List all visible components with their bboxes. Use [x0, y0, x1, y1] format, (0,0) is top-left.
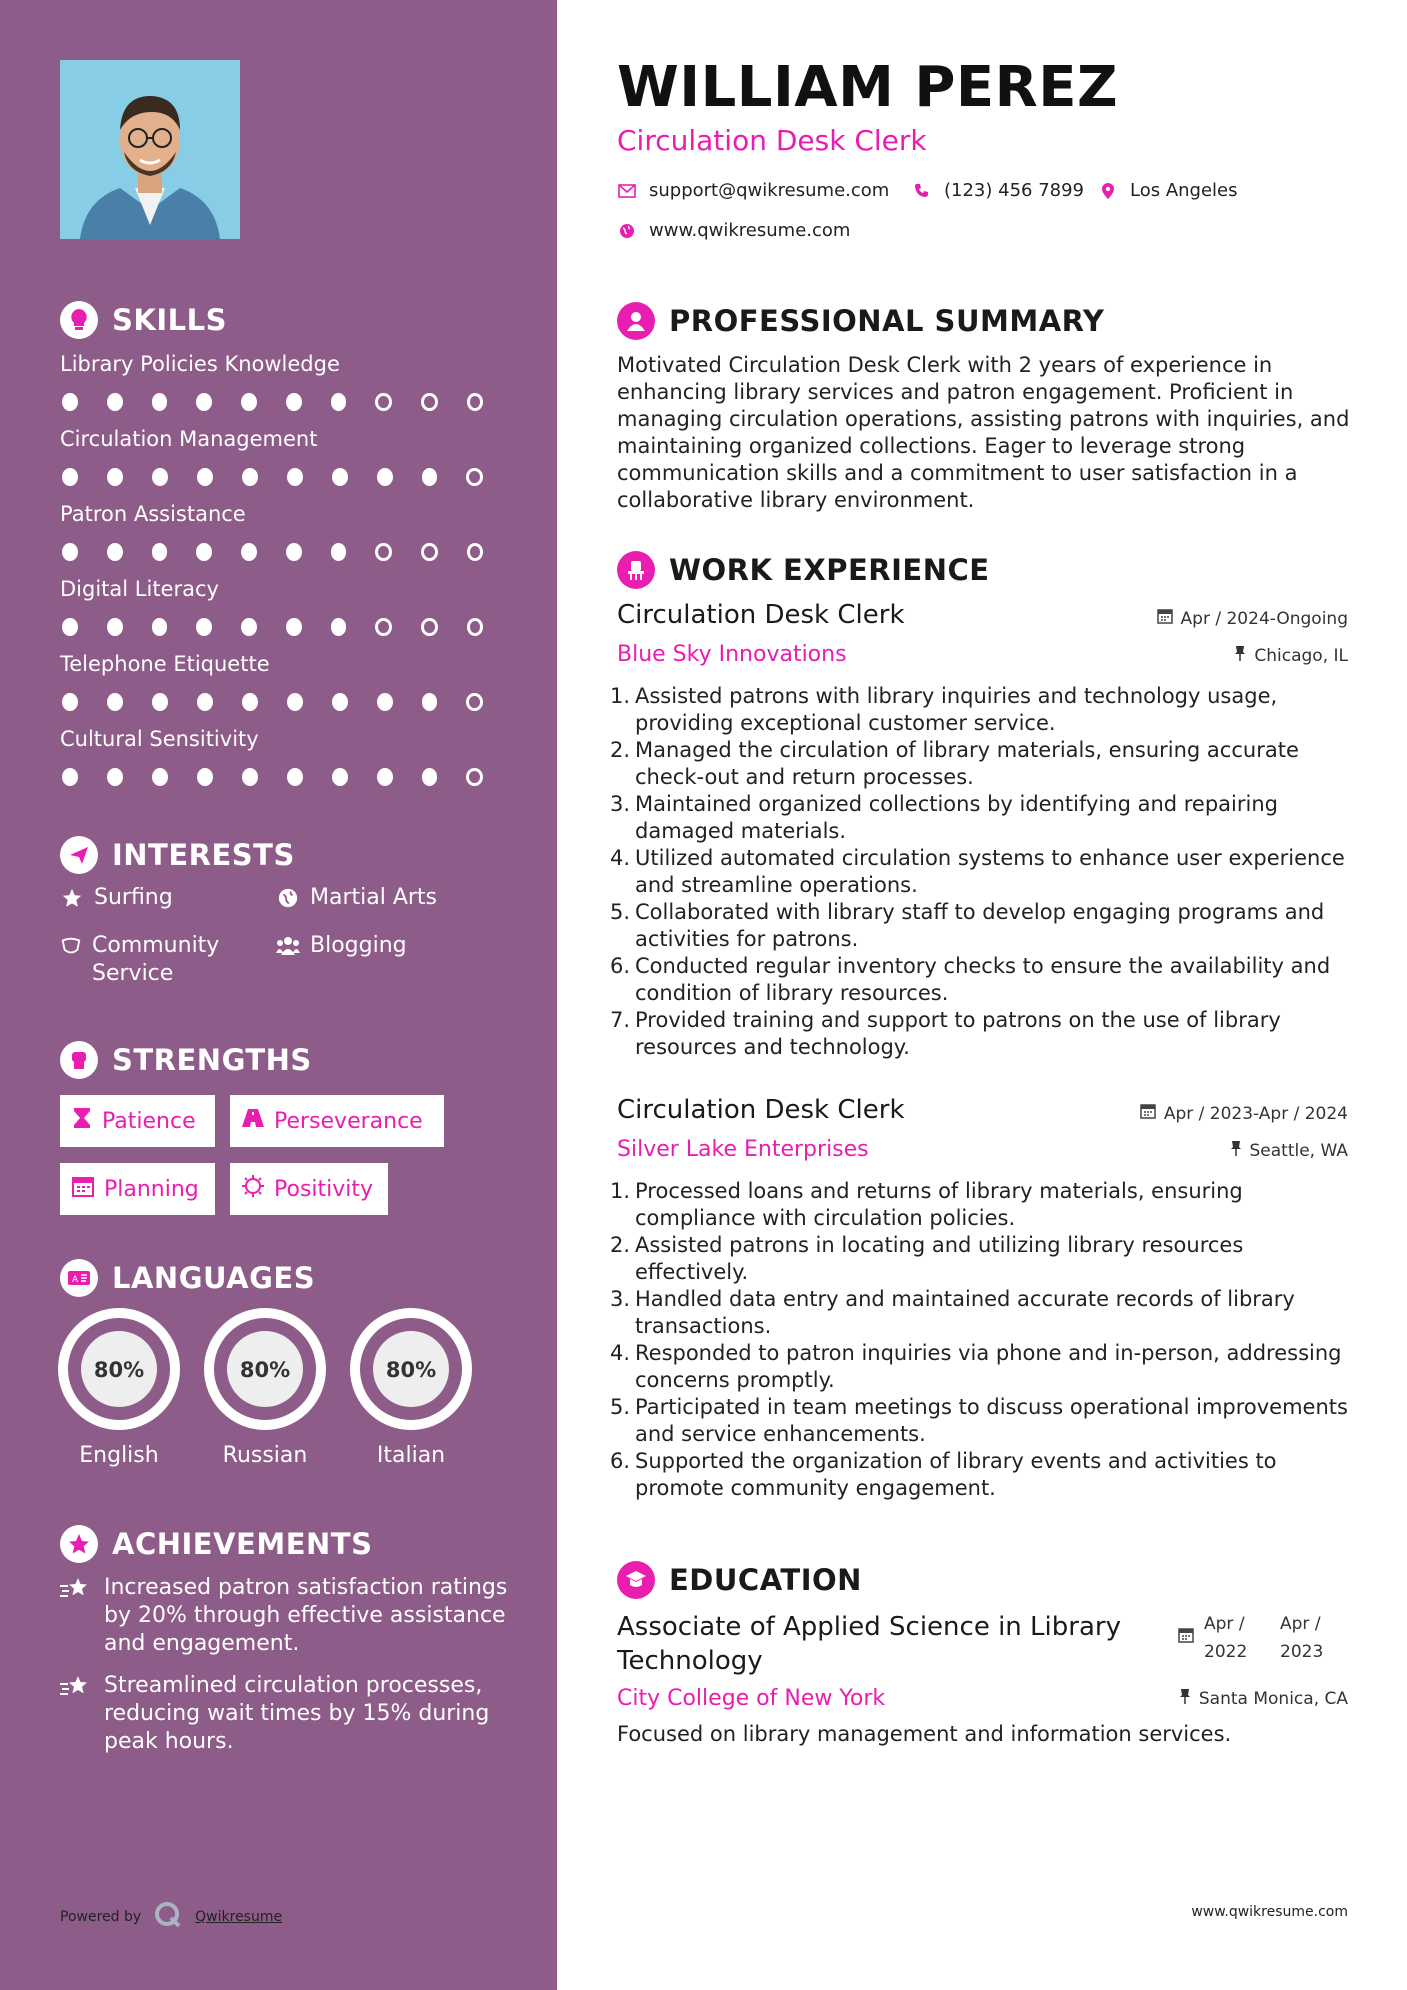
- rating-dot-filled: [152, 393, 168, 411]
- skill-item: [60, 502, 510, 561]
- languages-heading: A LANGUAGES: [60, 1259, 315, 1297]
- calendar-icon: [1157, 608, 1173, 629]
- skill-item: [60, 652, 510, 711]
- rating-dot-filled: [152, 618, 168, 636]
- interests-heading: INTERESTS: [60, 836, 295, 874]
- bullet-item: 2. Managed the circulation of library materials, ensuring accurate check-out and return processes.: [610, 738, 1299, 789]
- skill-item: [60, 727, 510, 786]
- user-icon: [617, 302, 655, 340]
- strength-tag: Positivity: [230, 1163, 388, 1215]
- rating-dot-filled: [107, 468, 123, 486]
- hourglass-icon: [72, 1107, 92, 1135]
- contact-website[interactable]: www.qwikresume.com: [617, 220, 850, 241]
- envelope-icon: [617, 181, 637, 201]
- skill-name: Cultural Sensitivity: [60, 727, 259, 751]
- svg-text:80%: 80%: [239, 1358, 291, 1382]
- job-company: Blue Sky Innovations: [617, 642, 847, 667]
- skill-name: Library Policies Knowledge: [60, 352, 340, 376]
- paper-plane-icon: [60, 836, 98, 874]
- profile-photo: [60, 60, 240, 239]
- rating-dot-filled: [422, 768, 438, 786]
- job-company: Silver Lake Enterprises: [617, 1137, 869, 1162]
- rating-dot-filled: [62, 543, 78, 561]
- rating-dot-filled: [377, 468, 393, 486]
- sun-icon: [242, 1175, 264, 1203]
- language-ring: [57, 1307, 181, 1431]
- skill-rating: [60, 618, 510, 636]
- bullet-item: 7. Provided training and support to patrons on the use of library resources and technology.: [610, 1008, 1281, 1059]
- sidebar: [0, 0, 557, 1990]
- rating-dot-filled: [241, 393, 257, 411]
- skill-name: Circulation Management: [60, 427, 318, 451]
- summary-text: Motivated Circulation Desk Clerk with 2 years of experience in enhancing library services and patron engagement. Proficient in managing circulation operations, assisting patrons with inquiries, and maintaining organized collections. Eager to leverage strong communication skills and a commitment to user satisfaction in a collaborative library environment.: [617, 353, 1350, 512]
- skill-rating: [60, 393, 510, 411]
- language-ring: [349, 1307, 473, 1431]
- bullet-item: 3. Maintained organized collections by identifying and repairing damaged materials.: [610, 792, 1278, 843]
- bullet-item: 2. Assisted patrons in locating and utilizing library resources effectively.: [610, 1233, 1244, 1284]
- globe-icon: [617, 221, 637, 241]
- qwikresume-link[interactable]: Qwikresume: [195, 1909, 283, 1925]
- summary-heading: PROFESSIONAL SUMMARY: [617, 302, 1104, 340]
- rating-dot-empty: [421, 618, 438, 636]
- rating-dot-filled: [107, 693, 123, 711]
- qwikresume-logo-icon: [153, 1900, 183, 1934]
- strength-tag: Planning: [60, 1163, 215, 1215]
- bullet-item: 5. Collaborated with library staff to develop engaging programs and activities for patrons.: [610, 900, 1325, 951]
- rating-dot-filled: [242, 693, 258, 711]
- fist-icon: [60, 1041, 98, 1079]
- job-location: Chicago, IL: [1234, 645, 1348, 666]
- rating-dot-empty: [466, 693, 483, 711]
- rating-dot-filled: [377, 768, 393, 786]
- rating-dot-filled: [196, 543, 212, 561]
- skill-name: Digital Literacy: [60, 577, 219, 601]
- rating-dot-filled: [197, 693, 213, 711]
- achievements-heading: ACHIEVEMENTS: [60, 1525, 372, 1563]
- rating-dot-filled: [107, 393, 123, 411]
- interest-item: Surfing: [60, 884, 173, 912]
- job-title: Circulation Desk Clerk: [617, 1095, 905, 1125]
- calendar-icon: [72, 1175, 94, 1203]
- job-bullets: [610, 683, 1355, 1061]
- candidate-role: Circulation Desk Clerk: [617, 124, 927, 157]
- svg-text:A: A: [72, 1275, 79, 1285]
- candidate-name: WILLIAM PEREZ: [617, 55, 1119, 120]
- job-date: Apr / 2024-Ongoing: [1157, 608, 1348, 629]
- education-start: Apr / 2022: [1178, 1610, 1250, 1666]
- achievement-item: Increased patron satisfaction ratings by 20% through effective assistance and engagement.: [60, 1574, 510, 1658]
- skill-rating: [60, 543, 510, 561]
- bullet-item: 3. Handled data entry and maintained accurate records of library transactions.: [610, 1287, 1295, 1338]
- pushpin-icon: [1234, 645, 1246, 666]
- rating-dot-filled: [196, 618, 212, 636]
- footer-website[interactable]: www.qwikresume.com: [1191, 1904, 1348, 1920]
- job-bullets: [610, 1178, 1355, 1502]
- skill-name: Patron Assistance: [60, 502, 246, 526]
- skills-heading: SKILLS: [60, 301, 227, 339]
- calendar-icon: [1140, 1103, 1156, 1124]
- education-location: Santa Monica, CA: [1179, 1688, 1348, 1709]
- rating-dot-filled: [197, 468, 213, 486]
- skill-item: [60, 352, 510, 411]
- handshake-icon: [60, 932, 82, 960]
- pushpin-icon: [1230, 1140, 1242, 1161]
- rating-dot-filled: [331, 543, 347, 561]
- education-end: Apr / 2023: [1280, 1614, 1324, 1662]
- powered-by: Powered by Qwikresume: [60, 1900, 282, 1934]
- rating-dot-filled: [331, 393, 347, 411]
- rating-dot-filled: [377, 693, 393, 711]
- rating-dot-empty: [466, 468, 483, 486]
- rating-dot-filled: [107, 618, 123, 636]
- rating-dot-empty: [421, 393, 438, 411]
- graduation-icon: [617, 1561, 655, 1599]
- contact-location: Los Angeles: [1098, 180, 1238, 201]
- job-title: Circulation Desk Clerk: [617, 600, 905, 630]
- bullet-item: 6. Conducted regular inventory checks to ensure the availability and condition of library resources.: [610, 954, 1331, 1005]
- language-item: 80% Italian: [349, 1307, 473, 1468]
- rating-dot-filled: [62, 393, 78, 411]
- language-item: 80% English: [57, 1307, 181, 1468]
- rating-dot-filled: [107, 543, 123, 561]
- shooting-star-icon: [60, 1574, 92, 1658]
- rating-dot-filled: [422, 468, 438, 486]
- rating-dot-filled: [287, 768, 303, 786]
- skill-item: [60, 577, 510, 636]
- rating-dot-filled: [286, 618, 302, 636]
- skill-rating: [60, 768, 510, 786]
- rating-dot-filled: [62, 618, 78, 636]
- rating-dot-filled: [242, 768, 258, 786]
- language-icon: [60, 1259, 98, 1297]
- bullet-item: 4. Responded to patron inquiries via phone and in-person, addressing concerns promptly.: [610, 1341, 1342, 1392]
- contact-phone[interactable]: (123) 456 7899: [912, 180, 1084, 201]
- achievement-item: Streamlined circulation processes, reducing wait times by 15% during peak hours.: [60, 1672, 510, 1756]
- bullet-item: 4. Utilized automated circulation systems to enhance user experience and streamline operations.: [610, 846, 1345, 897]
- job-location: Seattle, WA: [1230, 1140, 1349, 1161]
- svg-text:80%: 80%: [385, 1358, 437, 1382]
- svg-text:80%: 80%: [93, 1358, 145, 1382]
- skill-item: [60, 427, 510, 486]
- bullet-item: 5. Participated in team meetings to discuss operational improvements and service enhancements.: [610, 1395, 1348, 1446]
- skill-rating: [60, 468, 510, 486]
- rating-dot-empty: [375, 393, 392, 411]
- rating-dot-filled: [62, 693, 78, 711]
- rating-dot-empty: [375, 543, 392, 561]
- rating-dot-filled: [286, 393, 302, 411]
- rating-dot-filled: [241, 618, 257, 636]
- contact-email[interactable]: support@qwikresume.com: [617, 180, 889, 201]
- strength-tag: Perseverance: [230, 1095, 444, 1147]
- rating-dot-filled: [332, 693, 348, 711]
- shooting-star-icon: [60, 1672, 92, 1756]
- rating-dot-filled: [196, 393, 212, 411]
- strengths-heading: STRENGTHS: [60, 1041, 312, 1079]
- rating-dot-empty: [467, 393, 484, 411]
- rating-dot-filled: [287, 468, 303, 486]
- interest-item: Community Service: [60, 932, 260, 988]
- rating-dot-empty: [466, 768, 483, 786]
- rating-dot-filled: [286, 543, 302, 561]
- rating-dot-filled: [107, 768, 123, 786]
- rating-dot-filled: [197, 768, 213, 786]
- rating-dot-filled: [62, 468, 78, 486]
- rating-dot-filled: [241, 543, 257, 561]
- rating-dot-filled: [152, 543, 168, 561]
- rating-dot-empty: [421, 543, 438, 561]
- education-heading: EDUCATION: [617, 1561, 862, 1599]
- skill-rating: [60, 693, 510, 711]
- strength-tag: Patience: [60, 1095, 215, 1147]
- rating-dot-filled: [332, 468, 348, 486]
- education-school: City College of New York: [617, 1686, 886, 1711]
- interest-item: Blogging: [276, 932, 407, 960]
- rating-dot-filled: [331, 618, 347, 636]
- star-icon: [60, 884, 84, 912]
- calendar-icon: [1178, 1624, 1194, 1652]
- rating-dot-empty: [375, 618, 392, 636]
- bullet-item: 1. Assisted patrons with library inquiries and technology usage, providing exceptional customer service.: [610, 684, 1278, 735]
- pushpin-icon: [1179, 1688, 1191, 1709]
- lightbulb-icon: [60, 301, 98, 339]
- bullet-item: 1. Processed loans and returns of library materials, ensuring compliance with circulation policies.: [610, 1179, 1243, 1230]
- map-pin-icon: [1098, 181, 1118, 201]
- rating-dot-filled: [152, 768, 168, 786]
- experience-heading: WORK EXPERIENCE: [617, 551, 990, 589]
- rating-dot-filled: [62, 768, 78, 786]
- rating-dot-filled: [422, 693, 438, 711]
- star-badge-icon: [60, 1525, 98, 1563]
- skill-name: Telephone Etiquette: [60, 652, 270, 676]
- language-item: 80% Russian: [203, 1307, 327, 1468]
- rating-dot-filled: [332, 768, 348, 786]
- rating-dot-filled: [242, 468, 258, 486]
- rating-dot-empty: [467, 618, 484, 636]
- rating-dot-filled: [152, 693, 168, 711]
- language-ring: [203, 1307, 327, 1431]
- users-icon: [276, 932, 300, 960]
- education-description: Focused on library management and information services.: [617, 1722, 1232, 1746]
- education-degree: Associate of Applied Science in Library Technology: [617, 1612, 1121, 1676]
- globe-icon: [276, 884, 300, 912]
- bullet-item: 6. Supported the organization of library events and activities to promote community engagement.: [610, 1449, 1277, 1500]
- rating-dot-filled: [287, 693, 303, 711]
- rating-dot-empty: [467, 543, 484, 561]
- job-date: Apr / 2023-Apr / 2024: [1140, 1103, 1348, 1124]
- rating-dot-filled: [152, 468, 168, 486]
- chair-icon: [617, 551, 655, 589]
- interest-item: Martial Arts: [276, 884, 437, 912]
- road-icon: [242, 1108, 264, 1134]
- phone-icon: [912, 181, 932, 201]
